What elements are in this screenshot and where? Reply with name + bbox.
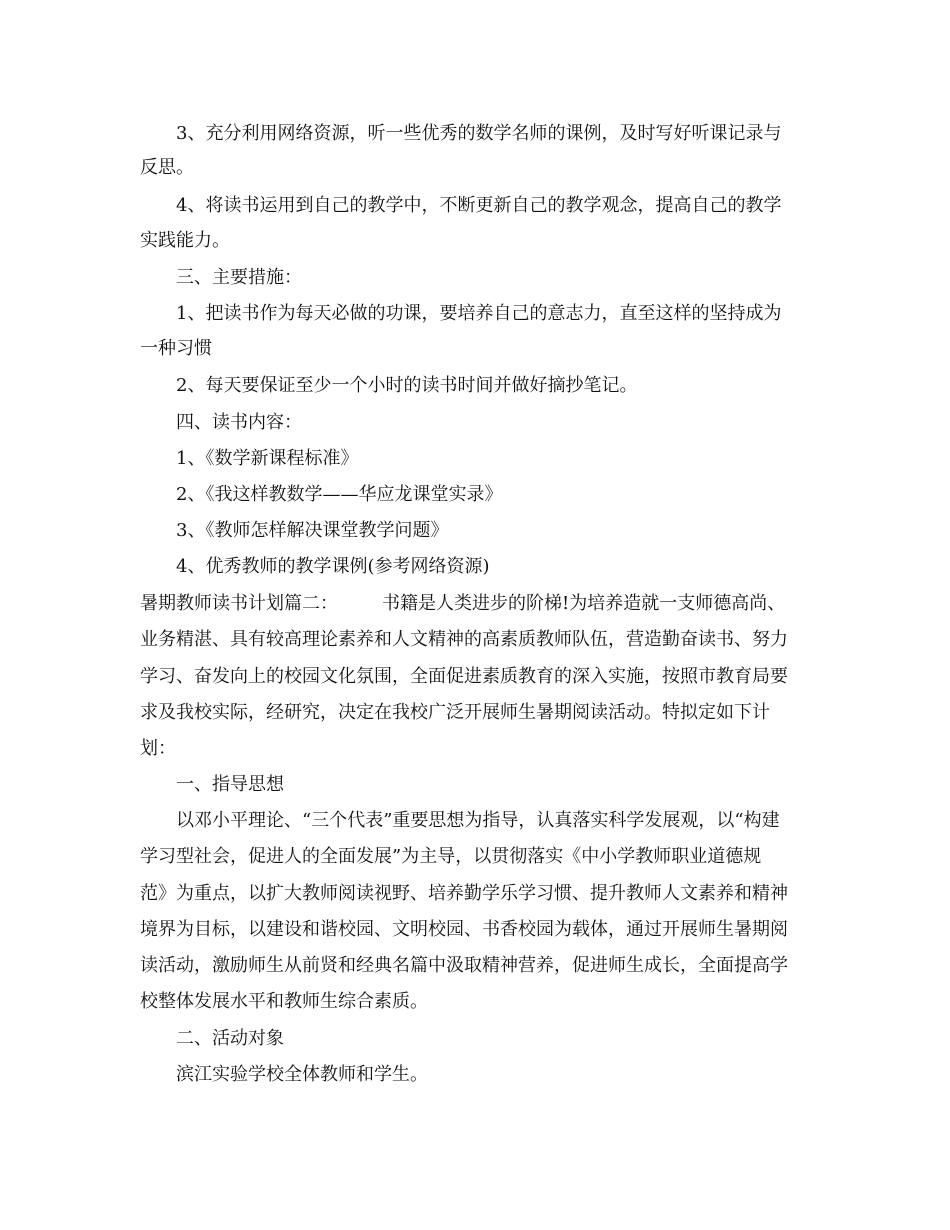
paragraph-line: 学习、奋发向上的校园文化氛围，全面促进素质教育的深入实施，按照市教育局要 (140, 666, 788, 687)
list-item: 3、《教师怎样解决课堂教学问题》 (176, 520, 449, 541)
paragraph-line: 划： (140, 738, 176, 759)
section-heading: 四、读书内容： (176, 412, 302, 433)
paragraph-line: 实践能力。 (140, 230, 230, 251)
paragraph-line (140, 592, 785, 616)
paragraph-line: 滨江实验学校全体教师和学生。 (176, 1064, 428, 1085)
paragraph-line: 业务精湛、具有较高理论素养和人文精神的高素质教师队伍，营造勤奋读书、努力 (140, 629, 788, 650)
paragraph-line: 以邓小平理论、“三个代表”重要思想为指导，认真落实科学发展观，以“构建 (176, 810, 780, 831)
paragraph-line: 2、每天要保证至少一个小时的读书时间并做好摘抄笔记。 (176, 375, 638, 396)
paragraph-line: 3、充分利用网络资源，听一些优秀的数学名师的课例，及时写好听课记录与 (176, 123, 782, 144)
paragraph-line: 1、把读书作为每天必做的功课，要培养自己的意志力，直至这样的坚持成为 (176, 303, 782, 324)
paragraph-line: 校整体发展水平和教师生综合素质。 (140, 991, 428, 1012)
paragraph-line: 境界为目标，以建设和谐校园、文明校园、书香校园为载体，通过开展师生暑期阅 (140, 919, 788, 940)
paragraph-line: 范》为重点，以扩大教师阅读视野、培养勤学乐学习惯、提升教师人文素养和精神 (140, 883, 788, 904)
list-item: 2、《我这样教数学——华应龙课堂实录》 (176, 484, 503, 505)
section-heading: 二、活动对象 (176, 1028, 284, 1049)
paragraph-line: 求及我校实际，经研究，决定在我校广泛开展师生暑期阅读活动。特拟定如下计 (140, 702, 770, 723)
section-heading: 一、指导思想 (176, 774, 284, 795)
paragraph-line: 学习型社会，促进人的全面发展”为主导，以贯彻落实《中小学教师职业道德规 (140, 846, 762, 867)
paragraph-line: 反思。 (140, 157, 194, 178)
paragraph-line: 4、将读书运用到自己的教学中，不断更新自己的教学观念，提高自己的教学 (176, 195, 782, 216)
intro-text: 书籍是人类进步的阶梯!为培养造就一支师德高尚、 (382, 593, 786, 614)
article-title: 暑期教师读书计划篇二： (140, 593, 338, 614)
paragraph-line: 一种习惯 (140, 338, 212, 359)
list-item: 1、《数学新课程标准》 (176, 448, 359, 469)
list-item: 4、优秀教师的教学课例(参考网络资源) (176, 556, 490, 577)
paragraph-line: 读活动，激励师生从前贤和经典名篇中汲取精神营养，促进师生成长，全面提高学 (140, 955, 788, 976)
section-heading: 三、主要措施： (176, 267, 302, 288)
